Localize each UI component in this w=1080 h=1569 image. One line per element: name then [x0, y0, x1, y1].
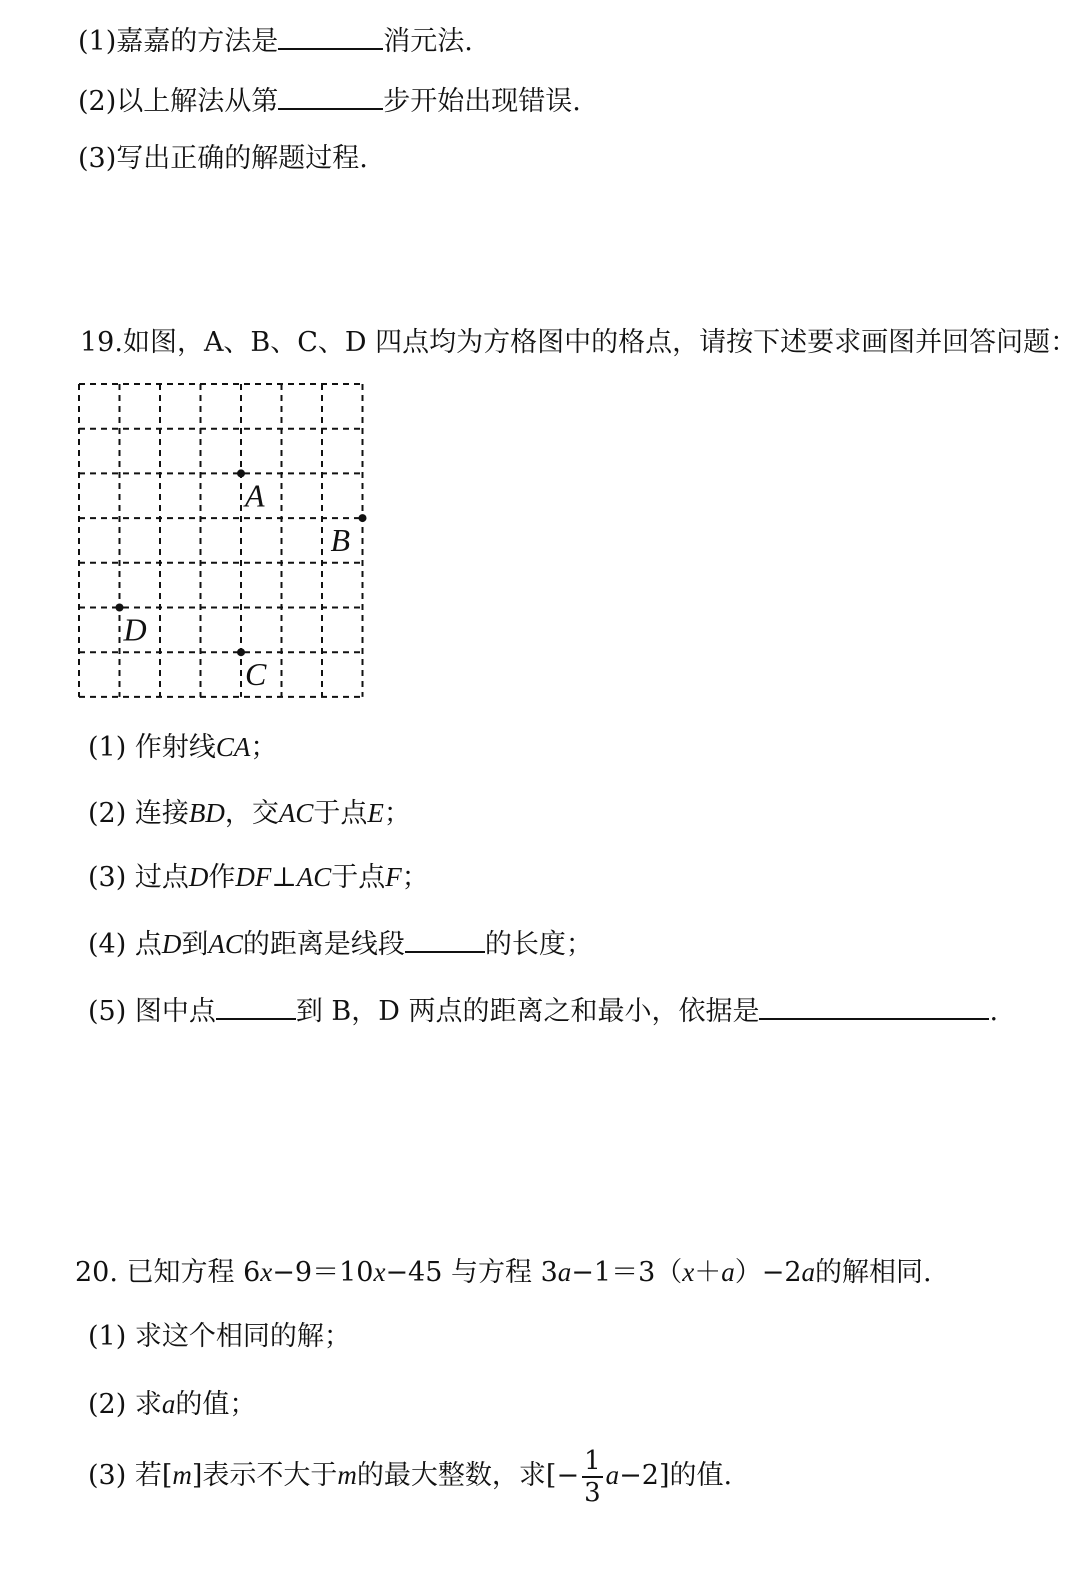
- q20-stem-b: −9＝10: [272, 1257, 374, 1288]
- q19-grid-figure: [75, 380, 375, 715]
- q19-part4-var1: D: [161, 929, 182, 959]
- q20-stem-d: −1＝3（: [571, 1257, 683, 1288]
- q20-stem-x1: x: [260, 1257, 273, 1287]
- q20-stem-x3: x: [682, 1257, 695, 1287]
- q19-part2-var1: BD: [188, 798, 225, 828]
- q20-part3-var: a: [605, 1460, 620, 1490]
- q20-part2-end: 的值；: [175, 1389, 257, 1420]
- q19-part3-end: ；: [401, 862, 429, 893]
- point-b: [359, 514, 367, 522]
- q20-part3-fraction: [582, 1446, 603, 1508]
- q20-part2: [88, 1387, 256, 1422]
- q19-part4-end: 的长度；: [484, 929, 593, 960]
- q19-part3-expr: DF⊥AC: [235, 862, 332, 892]
- q20-stem-a1: a: [557, 1257, 572, 1287]
- q19-part3-mid: 作: [208, 862, 236, 893]
- q19-part2-mid: ，交: [224, 798, 279, 829]
- q19-part5-text: (5) 图中点: [88, 996, 216, 1027]
- q18-part2-text: (2)以上解法从第: [78, 86, 279, 117]
- q19-part4: [88, 925, 593, 962]
- q19-part3-var1: D: [188, 862, 209, 892]
- q20-part2-var: a: [161, 1389, 176, 1419]
- q20-stem: [75, 1255, 932, 1290]
- q19-part2-var2: AC: [278, 798, 314, 828]
- point-d: [116, 604, 124, 612]
- q19-part1-end: ；: [250, 732, 278, 763]
- q19-part1-text: (1) 作射线: [88, 732, 216, 763]
- q18-part2-tail: 步开始出现错误.: [383, 86, 581, 117]
- q20-stem-a2: a: [721, 1257, 735, 1287]
- point-b-label: B: [330, 522, 351, 559]
- point-a-label: A: [245, 477, 265, 514]
- q18-part2: [78, 82, 581, 119]
- q20-part2-text: (2) 求: [88, 1389, 162, 1420]
- q19-part4-blank[interactable]: [405, 925, 485, 953]
- q20-part3-d: −2]的值.: [619, 1460, 733, 1491]
- q19-stem: [80, 326, 1077, 360]
- q20-part1-text: (1) 求这个相同的解；: [88, 1321, 351, 1352]
- q20-stem-c: −45 与方程 3: [385, 1257, 558, 1288]
- q19-part3-text: (3) 过点: [88, 862, 189, 893]
- q19-part3: [88, 860, 429, 895]
- q19-part5-mid: 到 B，D 两点的距离之和最小，依据是: [295, 996, 760, 1027]
- q19-part2-mid2: 于点: [313, 798, 368, 829]
- q19-part1: [88, 730, 277, 765]
- q20-stem-a3: a: [801, 1257, 816, 1287]
- point-d-label: D: [123, 611, 147, 648]
- q18-part1-blank[interactable]: [278, 22, 383, 50]
- q20-stem-a: 20. 已知方程 6: [75, 1257, 261, 1288]
- point-a: [237, 469, 245, 477]
- q19-part5-blank1[interactable]: [216, 992, 296, 1020]
- q19-part5: [88, 992, 998, 1029]
- q19-part5-end: .: [989, 996, 999, 1027]
- q20-part3-m1: m: [172, 1460, 192, 1490]
- q20-stem-g: 的解相同.: [815, 1257, 932, 1288]
- q18-part3: [78, 142, 368, 176]
- q19-part2-end: ；: [383, 798, 411, 829]
- q20-part3-a: (3) 若[: [88, 1460, 173, 1491]
- fraction-numerator: 1: [584, 1445, 601, 1476]
- grid-points: [116, 469, 367, 692]
- q18-part1-text: (1)嘉嘉的方法是: [78, 26, 279, 57]
- q18-part3-text: (3)写出正确的解题过程.: [78, 143, 368, 174]
- q19-part2: [88, 796, 411, 831]
- q19-part5-blank2[interactable]: [759, 992, 989, 1020]
- q19-part4-mid2: 的距离是线段: [242, 929, 405, 960]
- q20-part3-b: ]表示不大于: [191, 1460, 338, 1491]
- q20-part3-c: 的最大整数，求[−: [356, 1460, 580, 1491]
- q20-part3: [88, 1445, 732, 1508]
- q19-part1-var: CA: [215, 732, 251, 762]
- q19-part3-var2: F: [385, 862, 402, 892]
- q20-stem-x2: x: [373, 1257, 386, 1287]
- point-c: [237, 648, 245, 656]
- q19-part4-mid: 到: [181, 929, 209, 960]
- q19-part2-text: (2) 连接: [88, 798, 189, 829]
- q18-part2-blank[interactable]: [278, 82, 383, 110]
- q19-stem-text: 19.如图，A、B、C、D 四点均为方格图中的格点，请按下述要求画图并回答问题：: [80, 327, 1078, 358]
- q19-part4-text: (4) 点: [88, 929, 162, 960]
- q20-part3-m2: m: [337, 1460, 357, 1490]
- q20-stem-e: ＋: [694, 1257, 722, 1288]
- fraction-denominator: 3: [584, 1477, 601, 1508]
- q19-part4-var2: AC: [208, 929, 243, 959]
- point-c-label: C: [245, 656, 267, 693]
- q20-stem-f: ）−2: [734, 1257, 802, 1288]
- q19-part3-mid2: 于点: [331, 862, 386, 893]
- q19-part2-var3: E: [367, 798, 384, 828]
- q18-part1: [78, 22, 473, 59]
- q20-part1: [88, 1320, 351, 1354]
- q18-part1-tail: 消元法.: [383, 26, 473, 57]
- grid-lines: [79, 384, 363, 697]
